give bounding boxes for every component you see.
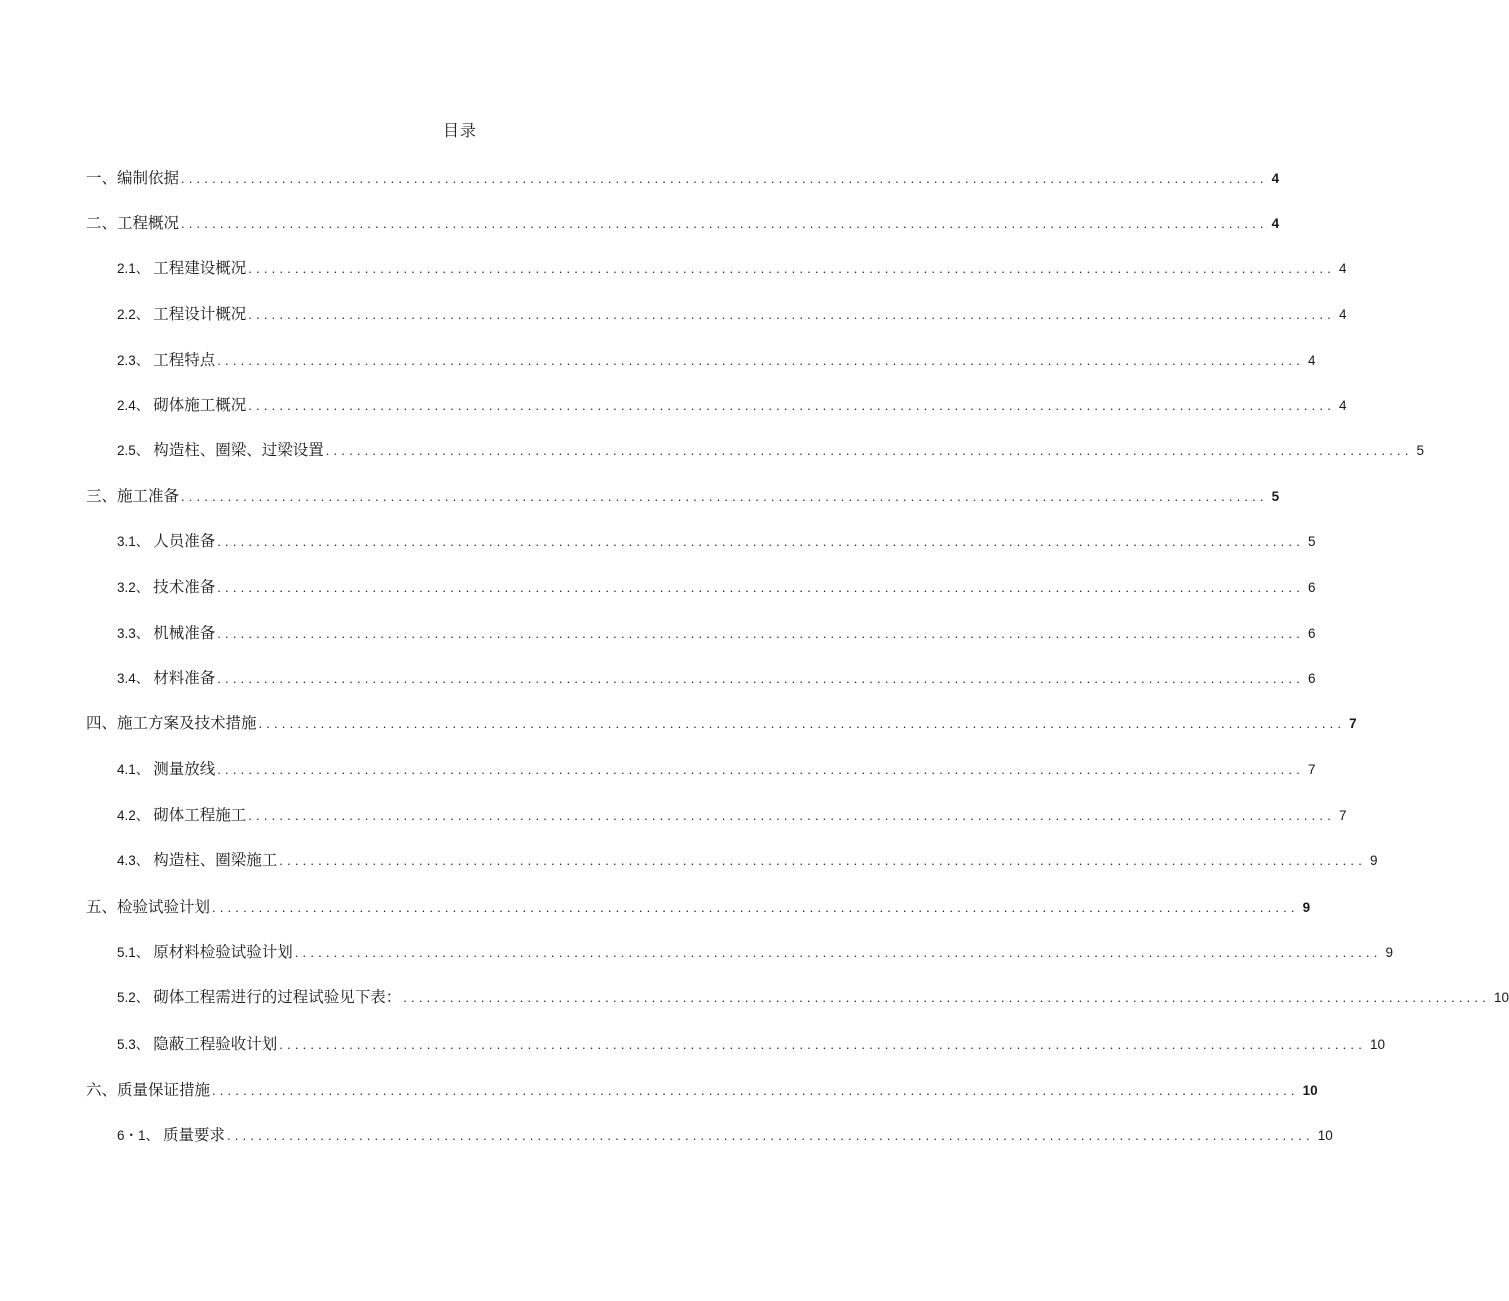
toc-page-number: 6	[1307, 626, 1316, 641]
toc-entry-text: 砌体工程需进行的过程试验见下表：	[153, 988, 402, 1006]
toc-entry-number: 2.4、	[117, 398, 150, 413]
toc-entry-number: 3.3、	[117, 626, 150, 641]
toc-entry-5-3[interactable]	[117, 1032, 1385, 1056]
dot-leader: ............................................................................................................................................	[212, 900, 1299, 915]
toc-page-number: 5	[1416, 443, 1424, 458]
dot-leader: ............................................................................................................................................	[181, 171, 1268, 186]
toc-entry-number: 2.1、	[117, 261, 150, 276]
toc-entry-text: 六、质量保证措施	[86, 1081, 211, 1099]
dot-leader: ............................................................................................................................................	[403, 990, 1490, 1005]
toc-entry-4[interactable]	[86, 711, 1357, 735]
dot-leader: ............................................................................................................................................	[279, 853, 1366, 868]
toc-entry-text: 机械准备	[153, 624, 216, 642]
toc-entry-text: 构造柱、圈梁、过梁设置	[153, 441, 324, 459]
toc-entry-6[interactable]	[86, 1078, 1318, 1102]
toc-entry-number: 5.3、	[117, 1037, 150, 1052]
dot-leader: ............................................................................................................................................	[294, 945, 1382, 960]
toc-entry-text: 原材料检验试验计划	[153, 943, 293, 961]
toc-page-number: 9	[1369, 853, 1378, 868]
dot-leader: ............................................................................................................................................	[217, 762, 1304, 777]
dot-leader: ............................................................................................................................................	[217, 534, 1304, 549]
toc-page-number: 10	[1317, 1128, 1333, 1143]
toc-entry-text: 材料准备	[153, 669, 216, 687]
toc-entry-4-3[interactable]	[117, 848, 1378, 872]
toc-page-number: 10	[1369, 1037, 1385, 1052]
dot-leader: ............................................................................................................................................	[217, 580, 1304, 595]
toc-entry-text: 工程设计概况	[153, 305, 247, 323]
toc-page-number: 4	[1338, 307, 1347, 322]
toc-entry-text: 三、施工准备	[86, 487, 180, 505]
dot-leader: ............................................................................................................................................	[217, 671, 1304, 686]
dot-leader: ............................................................................................................................................	[325, 443, 1413, 458]
toc-entry-5-1[interactable]	[117, 940, 1393, 964]
toc-entry-text: 技术准备	[153, 578, 216, 596]
toc-title: 目录	[442, 121, 477, 140]
toc-entry-text: 人员准备	[153, 532, 216, 550]
dot-leader: ............................................................................................................................................	[248, 307, 1335, 322]
toc-entry-number: 6・1、	[117, 1128, 160, 1143]
dot-leader: ............................................................................................................................................	[181, 216, 1268, 231]
toc-entry-6-1[interactable]	[117, 1123, 1333, 1147]
dot-leader: ............................................................................................................................................	[248, 808, 1335, 823]
toc-page-number: 7	[1338, 808, 1347, 823]
toc-entry-2-1[interactable]	[117, 256, 1347, 280]
toc-page-number: 5	[1271, 489, 1280, 504]
toc-page-number: 9	[1385, 945, 1393, 960]
toc-entry-text: 二、工程概况	[86, 214, 180, 232]
dot-leader: ............................................................................................................................................	[181, 489, 1268, 504]
toc-page-number: 4	[1307, 353, 1316, 368]
toc-entry-2-4[interactable]	[117, 393, 1347, 417]
toc-entry-5-2[interactable]	[117, 985, 1509, 1009]
toc-page-number: 10	[1493, 990, 1509, 1005]
dot-leader: ............................................................................................................................................	[279, 1037, 1366, 1052]
toc-entry-number: 5.1、	[117, 945, 150, 960]
toc-entry-text: 砌体工程施工	[153, 806, 247, 824]
toc-entry-number: 5.2、	[117, 990, 150, 1005]
toc-entry-number: 2.5、	[117, 443, 150, 458]
toc-entry-3[interactable]	[86, 484, 1280, 508]
toc-entry-text: 工程建设概况	[153, 259, 247, 277]
toc-entry-number: 4.2、	[117, 808, 150, 823]
toc-page-number: 6	[1307, 671, 1316, 686]
toc-page-number: 4	[1271, 171, 1280, 186]
toc-entry-text: 砌体施工概况	[153, 396, 247, 414]
dot-leader: ............................................................................................................................................	[212, 1083, 1299, 1098]
toc-entry-5[interactable]	[86, 895, 1311, 919]
toc-page-number: 4	[1271, 216, 1280, 231]
toc-entry-text: 五、检验试验计划	[86, 898, 211, 916]
toc-page-number: 7	[1349, 716, 1357, 731]
toc-entry-text: 构造柱、圈梁施工	[153, 851, 278, 869]
toc-entry-2[interactable]	[86, 211, 1280, 235]
toc-page-number: 6	[1307, 580, 1316, 595]
toc-page-number: 9	[1302, 900, 1311, 915]
dot-leader: ............................................................................................................................................	[217, 353, 1304, 368]
toc-entry-3-4[interactable]	[117, 666, 1316, 690]
toc-page-number: 7	[1307, 762, 1316, 777]
toc-page-number: 4	[1338, 398, 1347, 413]
toc-entry-2-2[interactable]	[117, 302, 1347, 326]
toc-entry-2-3[interactable]	[117, 348, 1316, 372]
toc-entry-3-2[interactable]	[117, 575, 1316, 599]
toc-entry-text: 质量要求	[163, 1126, 226, 1144]
toc-entry-text: 测量放线	[153, 760, 216, 778]
dot-leader: ............................................................................................................................................	[258, 716, 1346, 731]
toc-entry-4-1[interactable]	[117, 757, 1316, 781]
dot-leader: ............................................................................................................................................	[248, 398, 1335, 413]
toc-entry-1[interactable]	[86, 166, 1280, 190]
toc-entry-number: 3.4、	[117, 671, 150, 686]
toc-entry-number: 3.1、	[117, 534, 150, 549]
dot-leader: ............................................................................................................................................	[248, 261, 1335, 276]
toc-entry-number: 2.3、	[117, 353, 150, 368]
toc-entry-text: 一、编制依据	[86, 169, 180, 187]
toc-entry-text: 隐蔽工程验收计划	[153, 1035, 278, 1053]
toc-entry-2-5[interactable]	[117, 438, 1424, 462]
dot-leader: ............................................................................................................................................	[217, 626, 1304, 641]
toc-entry-3-3[interactable]	[117, 621, 1316, 645]
toc-entry-number: 2.2、	[117, 307, 150, 322]
toc-entry-number: 3.2、	[117, 580, 150, 595]
toc-entry-number: 4.1、	[117, 762, 150, 777]
toc-entry-4-2[interactable]	[117, 803, 1347, 827]
toc-page-number: 4	[1338, 261, 1347, 276]
dot-leader: ............................................................................................................................................	[227, 1128, 1314, 1143]
toc-page-number: 5	[1307, 534, 1316, 549]
toc-entry-3-1[interactable]	[117, 529, 1316, 553]
toc-entry-number: 4.3、	[117, 853, 150, 868]
toc-entry-text: 工程特点	[153, 351, 216, 369]
toc-entry-text: 四、施工方案及技术措施	[86, 714, 257, 732]
toc-page-number: 10	[1302, 1083, 1318, 1098]
